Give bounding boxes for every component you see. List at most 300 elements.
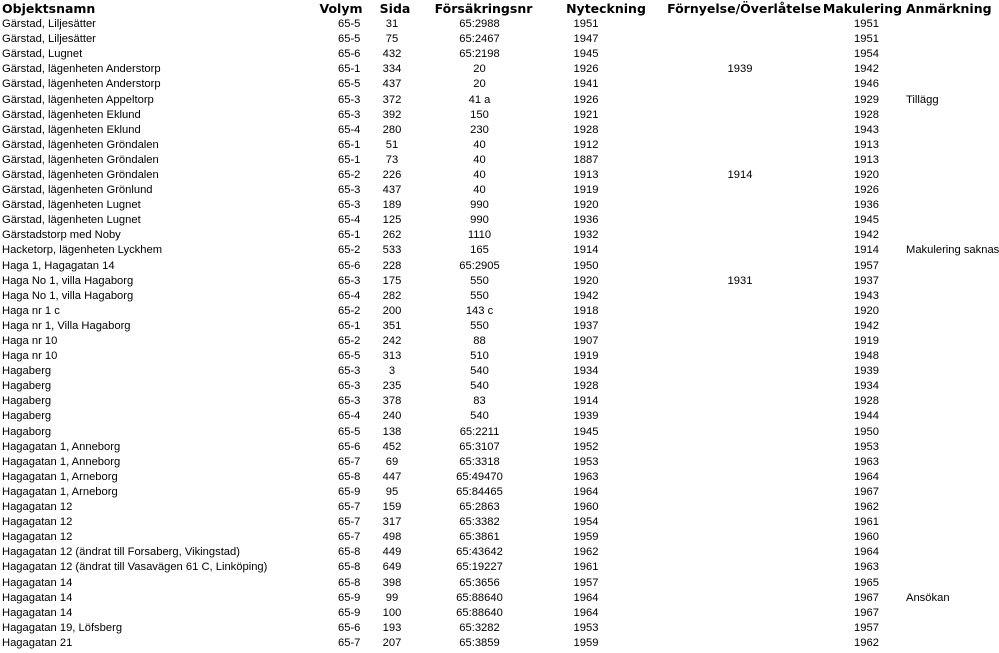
table-row [0,153,960,168]
cell-nyteckning: 1934 [573,365,599,378]
cell-anmarkning [904,47,960,62]
cell-sida: 240 [382,410,402,423]
cell-fornyelse [667,606,821,621]
cell-makulering: 1934 [854,380,879,393]
cell-forsakringsnr: 990 [470,199,489,212]
cell-objektsnamn: Hagagatan 12 (ändrat till Vasavägen 61 C, Linköping) [2,561,268,574]
cell-objektsnamn: Haga 1, Hagagatan 14 [2,259,115,272]
table-body [0,17,999,651]
cell-nyteckning: 1928 [573,123,599,136]
cell-nyteckning: 1947 [573,33,599,46]
cell-nyteckning: 1914 [573,395,599,408]
cell-sida: 280 [382,123,402,136]
cell-anmarkning [904,62,960,77]
table-row [0,560,960,575]
cell-objektsnamn: Hagagatan 19, Löfsberg [2,621,123,634]
cell-volym: 65-2 [338,304,361,317]
cell-objektsnamn: Hagagatan 1, Anneborg [2,455,121,468]
cell-volym: 65-9 [338,485,361,498]
cell-forsakringsnr: 65:3382 [459,516,500,529]
table-row [0,62,960,77]
cell-forsakringsnr: 65:2467 [459,33,500,46]
table-row [0,123,960,138]
cell-makulering: 1963 [854,455,879,468]
cell-forsakringsnr: 65:3861 [459,531,500,544]
cell-objektsnamn: Hagagatan 1, Arneborg [2,485,118,498]
cell-fornyelse [667,379,821,394]
cell-nyteckning: 1962 [573,546,599,559]
cell-objektsnamn: Hagagatan 14 [2,591,73,604]
cell-forsakringsnr: 65:2988 [459,18,500,31]
cell-fornyelse [667,92,821,107]
table-row [0,138,960,153]
cell-sida: 378 [382,395,402,408]
cell-fornyelse [667,259,821,274]
cell-forsakringsnr: 65:84465 [456,485,503,498]
cell-anmarkning [904,440,960,455]
cell-sida: 498 [382,531,402,544]
cell-makulering: 1920 [854,304,879,317]
table-row [0,334,960,349]
cell-volym: 65-8 [338,470,361,483]
cell-forsakringsnr: 65:2211 [459,425,500,438]
cell-anmarkning [904,274,960,289]
table-row [0,47,960,62]
cell-anmarkning: Makulering saknas [906,244,999,257]
cell-anmarkning [904,138,960,153]
header-forsakringsnr: Försäkringsnr [434,1,533,16]
cell-objektsnamn: Hagagatan 14 [2,576,73,589]
cell-sida: 75 [385,33,399,46]
cell-makulering: 1943 [854,289,879,302]
cell-objektsnamn: Hagaberg [2,380,52,393]
cell-volym: 65-6 [338,621,361,634]
cell-volym: 65-8 [338,576,361,589]
cell-nyteckning: 1964 [573,591,599,604]
table-row [0,530,960,545]
cell-volym: 65-6 [338,440,361,453]
cell-makulering: 1942 [854,229,879,242]
cell-forsakringsnr: 230 [470,123,489,136]
cell-sida: 649 [382,561,402,574]
cell-objektsnamn: Hacketorp, lägenheten Lyckhem [2,244,163,257]
cell-volym: 65-5 [338,350,361,363]
cell-nyteckning: 1939 [573,410,599,423]
table-row [0,470,960,485]
cell-sida: 95 [385,485,399,498]
cell-forsakringsnr: 83 [473,395,486,408]
cell-fornyelse [667,440,821,455]
cell-volym: 65-9 [338,591,361,604]
cell-forsakringsnr: 20 [473,63,486,76]
cell-forsakringsnr: 65:3318 [459,455,500,468]
cell-sida: 235 [382,380,402,393]
cell-sida: 313 [382,350,402,363]
cell-fornyelse [667,17,821,32]
cell-nyteckning: 1920 [573,274,599,287]
cell-sida: 207 [382,636,402,649]
cell-forsakringsnr: 540 [470,380,489,393]
cell-anmarkning [904,334,960,349]
cell-fornyelse [667,560,821,575]
cell-nyteckning: 1921 [573,108,599,121]
cell-sida: 242 [382,335,402,348]
cell-fornyelse [667,349,821,364]
table-row [0,500,960,515]
cell-forsakringsnr: 150 [470,108,489,121]
cell-volym: 65-3 [338,274,361,287]
cell-makulering: 1929 [854,93,879,106]
cell-objektsnamn: Hagaberg [2,365,52,378]
table-row [0,425,960,440]
cell-sida: 317 [382,516,402,529]
cell-makulering: 1964 [854,546,879,559]
cell-makulering: 1944 [854,410,879,423]
cell-volym: 65-3 [338,93,361,106]
table-row [0,575,960,590]
cell-sida: 175 [382,274,402,287]
cell-nyteckning: 1954 [573,516,599,529]
cell-volym: 65-3 [338,199,361,212]
cell-volym: 65-8 [338,546,361,559]
cell-anmarkning [904,575,960,590]
cell-anmarkning [904,515,960,530]
cell-nyteckning: 1957 [573,576,599,589]
cell-sida: 73 [385,153,399,166]
cell-nyteckning: 1942 [573,289,599,302]
cell-forsakringsnr: 65:2198 [459,48,500,61]
cell-forsakringsnr: 65:3656 [459,576,500,589]
cell-forsakringsnr: 550 [470,319,489,332]
cell-fornyelse [667,621,821,636]
cell-sida: 193 [382,621,402,634]
cell-volym: 65-4 [338,214,361,227]
cell-nyteckning: 1953 [573,621,599,634]
cell-nyteckning: 1928 [573,380,599,393]
cell-nyteckning: 1887 [573,153,599,166]
cell-nyteckning: 1964 [573,606,599,619]
cell-fornyelse [667,138,821,153]
cell-sida: 189 [382,199,402,212]
cell-objektsnamn: Gärstad, lägenheten Lugnet [2,199,141,212]
cell-objektsnamn: Gärstad, lägenheten Gröndalen [2,168,159,181]
cell-volym: 65-5 [338,18,361,31]
cell-anmarkning [904,168,960,183]
cell-makulering: 1963 [854,561,879,574]
cell-fornyelse [667,228,821,243]
cell-objektsnamn: Gärstad, lägenheten Gröndalen [2,153,159,166]
cell-sida: 69 [385,455,399,468]
cell-makulering: 1964 [854,470,879,483]
cell-anmarkning [904,32,960,47]
cell-forsakringsnr: 540 [470,365,489,378]
cell-volym: 65-7 [338,516,361,529]
cell-anmarkning [904,606,960,621]
table-row [0,304,960,319]
cell-forsakringsnr: 550 [470,274,489,287]
cell-nyteckning: 1941 [573,78,599,91]
cell-anmarkning [904,455,960,470]
table-header [0,0,992,17]
header-anmarkning: Anmärkning [906,1,992,16]
table-row [0,213,960,228]
cell-objektsnamn: Gärstad, lägenheten Eklund [2,108,141,121]
cell-fornyelse [667,198,821,213]
cell-forsakringsnr: 65:3859 [459,636,500,649]
cell-nyteckning: 1959 [573,636,599,649]
cell-fornyelse [667,364,821,379]
cell-anmarkning [904,545,960,560]
header-nyteckning: Nyteckning [566,1,646,16]
cell-makulering: 1946 [854,78,879,91]
cell-volym: 65-1 [338,138,361,151]
cell-sida: 334 [382,63,402,76]
cell-nyteckning: 1913 [573,168,599,181]
cell-forsakringsnr: 65:3107 [459,440,500,453]
cell-fornyelse [667,304,821,319]
cell-nyteckning: 1945 [573,425,599,438]
cell-sida: 432 [382,48,402,61]
cell-fornyelse [667,319,821,334]
cell-sida: 100 [382,606,402,619]
table-row [0,183,960,198]
cell-nyteckning: 1926 [573,93,599,106]
cell-objektsnamn: Hagaberg [2,410,52,423]
cell-volym: 65-8 [338,561,361,574]
cell-nyteckning: 1964 [573,485,599,498]
table-row [0,394,960,409]
cell-anmarkning: Ansökan [906,591,950,604]
cell-fornyelse: 1931 [727,274,753,287]
cell-volym: 65-9 [338,606,361,619]
cell-anmarkning [904,153,960,168]
cell-nyteckning: 1950 [573,259,599,272]
cell-anmarkning [904,379,960,394]
table-row [0,289,960,304]
cell-volym: 65-2 [338,168,361,181]
cell-anmarkning [904,470,960,485]
cell-makulering: 1914 [854,244,879,257]
cell-fornyelse [667,485,821,500]
cell-anmarkning [904,500,960,515]
cell-makulering: 1936 [854,199,879,212]
cell-volym: 65-5 [338,425,361,438]
cell-anmarkning [904,198,960,213]
cell-nyteckning: 1953 [573,455,599,468]
cell-objektsnamn: Gärstad, lägenheten Anderstorp [2,63,161,76]
cell-sida: 351 [382,319,402,332]
cell-nyteckning: 1945 [573,48,599,61]
cell-fornyelse [667,591,821,606]
cell-forsakringsnr: 540 [470,410,489,423]
cell-objektsnamn: Gärstad, lägenheten Grönlund [2,184,153,197]
cell-anmarkning [904,17,960,32]
cell-fornyelse [667,77,821,92]
cell-volym: 65-5 [338,33,361,46]
cell-makulering: 1928 [854,395,879,408]
cell-makulering: 1961 [854,516,879,529]
cell-fornyelse [667,425,821,440]
cell-volym: 65-3 [338,184,361,197]
cell-fornyelse [667,394,821,409]
cell-nyteckning: 1926 [573,63,599,76]
cell-volym: 65-7 [338,531,361,544]
cell-makulering: 1945 [854,214,879,227]
cell-anmarkning [904,259,960,274]
cell-sida: 372 [382,93,402,106]
cell-anmarkning [904,349,960,364]
cell-objektsnamn: Gärstad, lägenheten Appeltorp [2,93,154,106]
cell-forsakringsnr: 65:43642 [456,546,503,559]
cell-objektsnamn: Haga nr 10 [2,335,58,348]
cell-anmarkning [904,108,960,123]
cell-fornyelse [667,575,821,590]
cell-anmarkning: Tillägg [906,93,939,106]
cell-nyteckning: 1961 [573,561,599,574]
cell-objektsnamn: Gärstad, lägenheten Anderstorp [2,78,161,91]
cell-objektsnamn: Gärstad, lägenheten Gröndalen [2,138,159,151]
cell-forsakringsnr: 65:88640 [456,606,503,619]
cell-makulering: 1920 [854,168,879,181]
cell-nyteckning: 1914 [573,244,599,257]
cell-fornyelse [667,455,821,470]
cell-forsakringsnr: 65:2905 [459,259,500,272]
cell-fornyelse [667,409,821,424]
cell-objektsnamn: Gärstad, Lugnet [2,48,83,61]
cell-sida: 452 [382,440,402,453]
cell-makulering: 1913 [854,138,879,151]
cell-anmarkning [904,409,960,424]
cell-objektsnamn: Hagaborg [2,425,52,438]
cell-nyteckning: 1963 [573,470,599,483]
cell-fornyelse [667,243,821,258]
cell-forsakringsnr: 65:49470 [456,470,503,483]
cell-sida: 200 [382,304,402,317]
cell-forsakringsnr: 88 [473,335,486,348]
cell-sida: 31 [385,18,399,31]
cell-forsakringsnr: 40 [473,168,486,181]
cell-forsakringsnr: 510 [470,350,489,363]
cell-makulering: 1913 [854,153,879,166]
table-row [0,591,960,606]
cell-objektsnamn: Hagagatan 12 [2,501,73,514]
cell-volym: 65-3 [338,395,361,408]
cell-objektsnamn: Hagagatan 12 [2,531,73,544]
cell-forsakringsnr: 990 [470,214,489,227]
cell-sida: 226 [382,168,402,181]
cell-fornyelse [667,47,821,62]
cell-objektsnamn: Hagagatan 12 [2,516,73,529]
table-row [0,606,960,621]
header-row [0,0,960,17]
cell-fornyelse: 1914 [727,168,753,181]
cell-fornyelse [667,545,821,560]
cell-anmarkning [904,304,960,319]
cell-volym: 65-3 [338,365,361,378]
table-row [0,319,960,334]
cell-sida: 533 [382,244,402,257]
cell-makulering: 1965 [854,576,879,589]
cell-objektsnamn: Hagagatan 1, Arneborg [2,470,118,483]
cell-sida: 392 [382,108,402,121]
cell-makulering: 1948 [854,350,879,363]
cell-makulering: 1954 [854,48,879,61]
cell-volym: 65-4 [338,410,361,423]
cell-fornyelse [667,334,821,349]
cell-makulering: 1967 [854,606,879,619]
cell-objektsnamn: Haga nr 1, Villa Hagaborg [2,319,131,332]
table-row [0,259,960,274]
cell-nyteckning: 1959 [573,531,599,544]
cell-fornyelse [667,183,821,198]
cell-sida: 159 [382,501,402,514]
table-row [0,545,960,560]
cell-objektsnamn: Gärstad, lägenheten Lugnet [2,214,141,227]
cell-anmarkning [904,636,960,651]
cell-sida: 437 [382,78,402,91]
cell-makulering: 1951 [854,18,879,31]
cell-volym: 65-7 [338,636,361,649]
table-row [0,243,960,258]
cell-nyteckning: 1932 [573,229,599,242]
cell-forsakringsnr: 65:19227 [456,561,503,574]
table-row [0,349,960,364]
cell-fornyelse [667,213,821,228]
cell-volym: 65-7 [338,455,361,468]
cell-objektsnamn: Haga nr 1 c [2,304,60,317]
cell-objektsnamn: Hagagatan 14 [2,606,73,619]
cell-sida: 282 [382,289,402,302]
cell-forsakringsnr: 40 [473,153,486,166]
cell-volym: 65-7 [338,501,361,514]
cell-objektsnamn: Hagagatan 12 (ändrat till Forsaberg, Vikingstad) [2,546,240,559]
cell-fornyelse: 1939 [727,63,753,76]
cell-anmarkning [904,123,960,138]
cell-makulering: 1950 [854,425,879,438]
cell-anmarkning [904,289,960,304]
cell-makulering: 1962 [854,501,879,514]
cell-nyteckning: 1918 [573,304,599,317]
cell-anmarkning [904,77,960,92]
cell-objektsnamn: Haga nr 10 [2,350,58,363]
cell-sida: 262 [382,229,402,242]
cell-anmarkning [904,485,960,500]
cell-anmarkning [904,560,960,575]
cell-sida: 138 [382,425,402,438]
cell-fornyelse [667,108,821,123]
cell-volym: 65-2 [338,244,361,257]
cell-forsakringsnr: 65:88640 [456,591,503,604]
table-row [0,364,960,379]
cell-makulering: 1919 [854,335,879,348]
cell-forsakringsnr: 1110 [467,229,492,242]
cell-forsakringsnr: 40 [473,184,486,197]
cell-objektsnamn: Haga No 1, villa Hagaborg [2,274,134,287]
header-objektsnamn: Objektsnamn [2,1,96,16]
cell-volym: 65-6 [338,48,361,61]
cell-sida: 228 [382,259,402,272]
cell-fornyelse [667,32,821,47]
table-row [0,455,960,470]
cell-sida: 99 [385,591,399,604]
cell-fornyelse [667,470,821,485]
cell-volym: 65-3 [338,108,361,121]
cell-fornyelse [667,289,821,304]
table-row [0,32,960,47]
cell-volym: 65-4 [338,289,361,302]
cell-nyteckning: 1960 [573,501,599,514]
cell-sida: 398 [382,576,402,589]
